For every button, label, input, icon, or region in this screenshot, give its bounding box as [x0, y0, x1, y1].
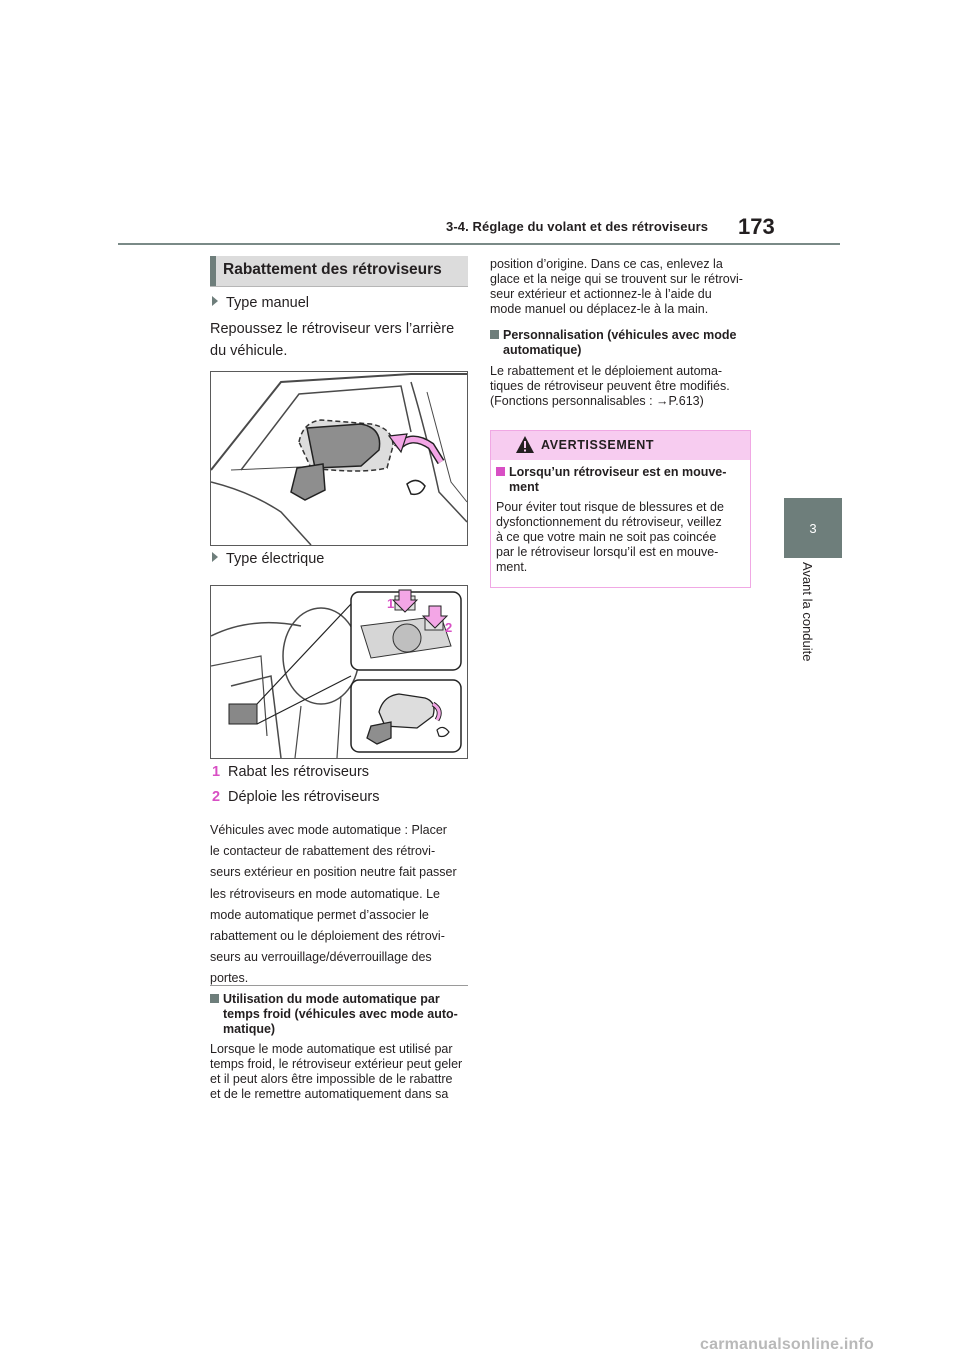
- heading-line: Utilisation du mode automatique par: [223, 992, 440, 1006]
- manual-text-1: Repoussez le rétroviseur vers l’arrière: [210, 321, 455, 337]
- body-line: Le rabattement et le déploiement automa-: [490, 364, 723, 378]
- heading-line: temps froid (véhicules avec mode auto-: [223, 1007, 458, 1021]
- section-header: [210, 256, 468, 287]
- callout-number: 1: [212, 764, 221, 780]
- warning-header: [491, 431, 750, 460]
- customization-heading: [490, 328, 736, 358]
- mirror-fold-illustration-icon: [211, 372, 467, 545]
- manual-text-2: du véhicule.: [210, 343, 288, 359]
- body-line: glace et la neige qui se trouvent sur le rétrovi-: [490, 272, 743, 286]
- paragraph-line: le contacteur de rabattement des rétrovi-: [210, 844, 436, 859]
- manual-heading-text: Type manuel: [226, 295, 310, 311]
- callout-number: 2: [212, 789, 221, 805]
- heading-line: matique): [223, 1022, 276, 1036]
- callout-1: [212, 761, 369, 783]
- cold-weather-heading: [210, 992, 458, 1037]
- warning-triangle-icon: [515, 435, 535, 454]
- callout-text: Rabat les rétroviseurs: [228, 764, 370, 780]
- body-line: Lorsque le mode automatique est utilisé par: [210, 1042, 453, 1056]
- square-bullet-icon: [210, 994, 219, 1003]
- paragraph-line: Véhicules avec mode automatique : Placer: [210, 823, 447, 837]
- body-line: position d’origine. Dans ce cas, enlevez la: [490, 257, 723, 271]
- body-line: tiques de rétroviseur peuvent être modifiés.: [490, 379, 730, 393]
- paragraph-line: seurs extérieur en position neutre fait passer: [210, 865, 457, 880]
- divider: [210, 985, 468, 986]
- paragraph-line: rabattement ou le déploiement des rétrovi-: [210, 928, 445, 943]
- section-header-bar: [210, 256, 216, 286]
- body-line: mode manuel ou déplacez-le à la main.: [490, 302, 709, 316]
- warning-heading: [496, 465, 726, 495]
- chapter-tab: [784, 498, 842, 558]
- heading-line: automatique): [503, 343, 582, 357]
- body-line: dysfonctionnement du rétroviseur, veillez: [496, 515, 722, 529]
- callout-2: [212, 786, 380, 808]
- square-bullet-icon: [490, 330, 499, 339]
- manual-heading: [212, 292, 309, 314]
- heading-line: Lorsqu’un rétroviseur est en mouve-: [509, 465, 727, 479]
- triangle-bullet-icon: [212, 552, 218, 562]
- svg-text:2: 2: [445, 620, 453, 635]
- paragraph-line: portes.: [210, 971, 249, 986]
- svg-text:1: 1: [387, 596, 395, 611]
- body-line: par le rétroviseur lorsqu’il est en mouve-: [496, 545, 719, 559]
- footer-watermark: carmanualsonline.info: [700, 1336, 875, 1353]
- header-rule: [118, 243, 840, 245]
- auto-mode-paragraph: [210, 823, 457, 993]
- electric-heading: [212, 548, 324, 570]
- body-line: seur extérieur et actionnez-le à l’aide du: [490, 287, 712, 301]
- body-line: et il peut alors être impossible de le rabattre: [210, 1072, 453, 1086]
- section-title: Rabattement des rétroviseurs: [223, 261, 442, 278]
- chapter-label-text: Avant la conduite: [800, 562, 815, 662]
- body-line: Pour éviter tout risque de blessures et de: [496, 500, 724, 514]
- body-line: temps froid, le rétroviseur extérieur peut geler: [210, 1057, 463, 1071]
- page-number: 173: [738, 214, 775, 239]
- mirror-switch-illustration-icon: [211, 586, 467, 758]
- body-line: (Fonctions personnalisables : →P.613): [490, 394, 704, 408]
- heading-line: ment: [509, 480, 539, 494]
- manual-mirror-illustration: [210, 371, 468, 546]
- paragraph-line: mode automatique permet d’associer le: [210, 907, 429, 922]
- paragraph-line: seurs au verrouillage/déverrouillage des: [210, 950, 432, 965]
- callout-text: Déploie les rétroviseurs: [228, 789, 380, 805]
- body-line: et de le remettre automatiquement dans sa: [210, 1087, 449, 1101]
- body-line: à ce que votre main ne soit pas coincée: [496, 530, 717, 544]
- body-line: ment.: [496, 560, 528, 574]
- square-bullet-icon: [496, 467, 505, 476]
- electric-mirror-illustration: [210, 585, 468, 759]
- warning-body: [496, 500, 724, 575]
- paragraph-line: les rétroviseurs en mode automatique. Le: [210, 886, 440, 901]
- continued-paragraph: [490, 257, 743, 317]
- chapter-label: [800, 562, 820, 682]
- running-header: 3-4. Réglage du volant et des rétroviseurs: [446, 219, 709, 234]
- chapter-number: 3: [809, 520, 817, 536]
- customization-body: [490, 364, 730, 409]
- triangle-bullet-icon: [212, 296, 218, 306]
- cold-weather-body: [210, 1042, 462, 1102]
- warning-box: [490, 430, 751, 588]
- warning-title: AVERTISSEMENT: [541, 438, 655, 452]
- heading-line: Personnalisation (véhicules avec mode: [503, 328, 737, 342]
- electric-heading-text: Type électrique: [226, 551, 325, 567]
